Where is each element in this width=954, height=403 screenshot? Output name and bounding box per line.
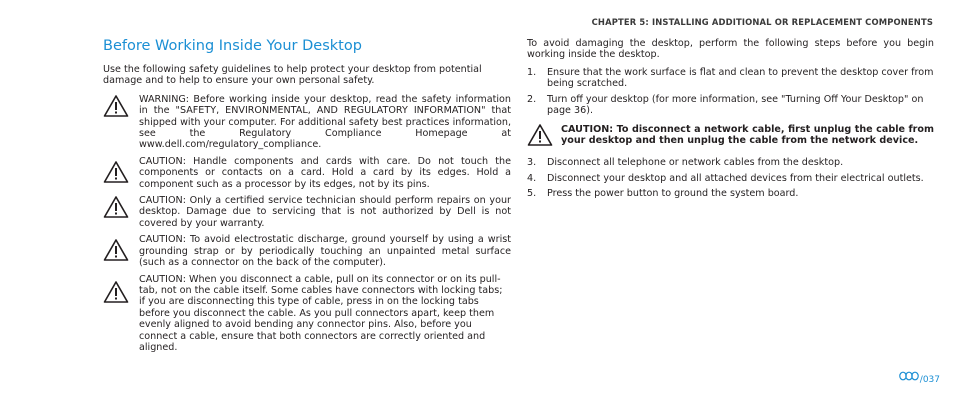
list-item: [527, 94, 934, 117]
page-number: /037: [919, 375, 940, 385]
left-column: [103, 38, 511, 358]
list-item: [527, 157, 934, 168]
page-title: Before Working Inside Your Desktop: [103, 38, 362, 54]
step-number: 1.: [527, 66, 537, 78]
chapter-header: CHAPTER 5: INSTALLING ADDITIONAL OR REPLACEMENT COMPONENTS: [591, 17, 933, 27]
warning-note: [103, 94, 511, 151]
page-footer: [899, 366, 940, 385]
right-column: [527, 38, 934, 204]
alienware-logo-icon: [899, 366, 919, 385]
caution-text: CAUTION: When you disconnect a cable, pull on its connector or on its pull-tab, not on the cable itself. Some cables have connectors with locking tabs; if you are disconnecting this type of cable, press in on the locking tabs before you disconnect the cable. As you pull connectors apart, keep them evenly aligned to avoid bending any connector pins. Also, before you connect a cable, ensure that both connectors are correctly oriented and aligned.: [139, 273, 503, 353]
caution-note: [103, 234, 511, 268]
network-caution: [527, 123, 934, 147]
warning-triangle-icon: [103, 274, 139, 304]
step-text: Press the power button to ground the system board.: [547, 188, 799, 200]
warning-text: WARNING: Before working inside your desktop, read the safety information in the "SAFETY, ENVIRONMENTAL, AND REGULATORY INFORMATION" that shipped with your computer. For additional safety best practices information, see the Regulatory Compliance Homepage at www.dell.com/regulatory_compliance.: [139, 93, 511, 151]
caution-note: [103, 156, 511, 190]
step-number: 5.: [527, 188, 537, 200]
warning-triangle-icon: [103, 94, 139, 118]
step-text: Ensure that the work surface is flat and clean to prevent the desktop cover from being scratched.: [547, 66, 934, 90]
steps-intro: To avoid damaging the desktop, perform the following steps before you begin working inside the desktop.: [527, 38, 934, 61]
step-text: Disconnect all telephone or network cables from the desktop.: [547, 157, 844, 169]
warning-triangle-icon: [103, 156, 139, 184]
warning-triangle-icon: [103, 195, 139, 219]
list-item: [527, 67, 934, 90]
step-number: 2.: [527, 93, 537, 105]
caution-text: CAUTION: To disconnect a network cable, first unplug the cable from your desktop and then unplug the cable from the network device.: [561, 124, 934, 147]
caution-text: CAUTION: Only a certified service technician should perform repairs on your desktop. Damage due to servicing that is not authorized by Dell is not covered by your warranty.: [139, 195, 511, 229]
warning-triangle-icon: [103, 234, 139, 262]
caution-text: CAUTION: To avoid electrostatic discharge, ground yourself by using a wrist grounding strap or by periodically touching an unpainted metal surface (such as a connector on the back of the computer).: [139, 234, 511, 269]
list-item: [527, 188, 934, 199]
step-text: Disconnect your desktop and all attached devices from their electrical outlets.: [547, 172, 924, 184]
warning-triangle-icon: [527, 123, 561, 147]
steps-list: [527, 157, 934, 199]
step-number: 3.: [527, 157, 537, 169]
step-number: 4.: [527, 172, 537, 184]
caution-text: CAUTION: Handle components and cards with care. Do not touch the components or contacts on a card. Hold a card by its edges. Hold a component such as a processor by its edges, not by its pins.: [139, 155, 511, 190]
caution-note: [103, 274, 511, 354]
steps-list: [527, 67, 934, 117]
intro-paragraph: Use the following safety guidelines to help protect your desktop from potential damage and to help to ensure your own personal safety.: [103, 64, 482, 87]
step-text: Turn off your desktop (for more information, see "Turning Off Your Desktop" on page 36).: [547, 93, 924, 117]
list-item: [527, 173, 934, 184]
caution-note: [103, 195, 511, 229]
